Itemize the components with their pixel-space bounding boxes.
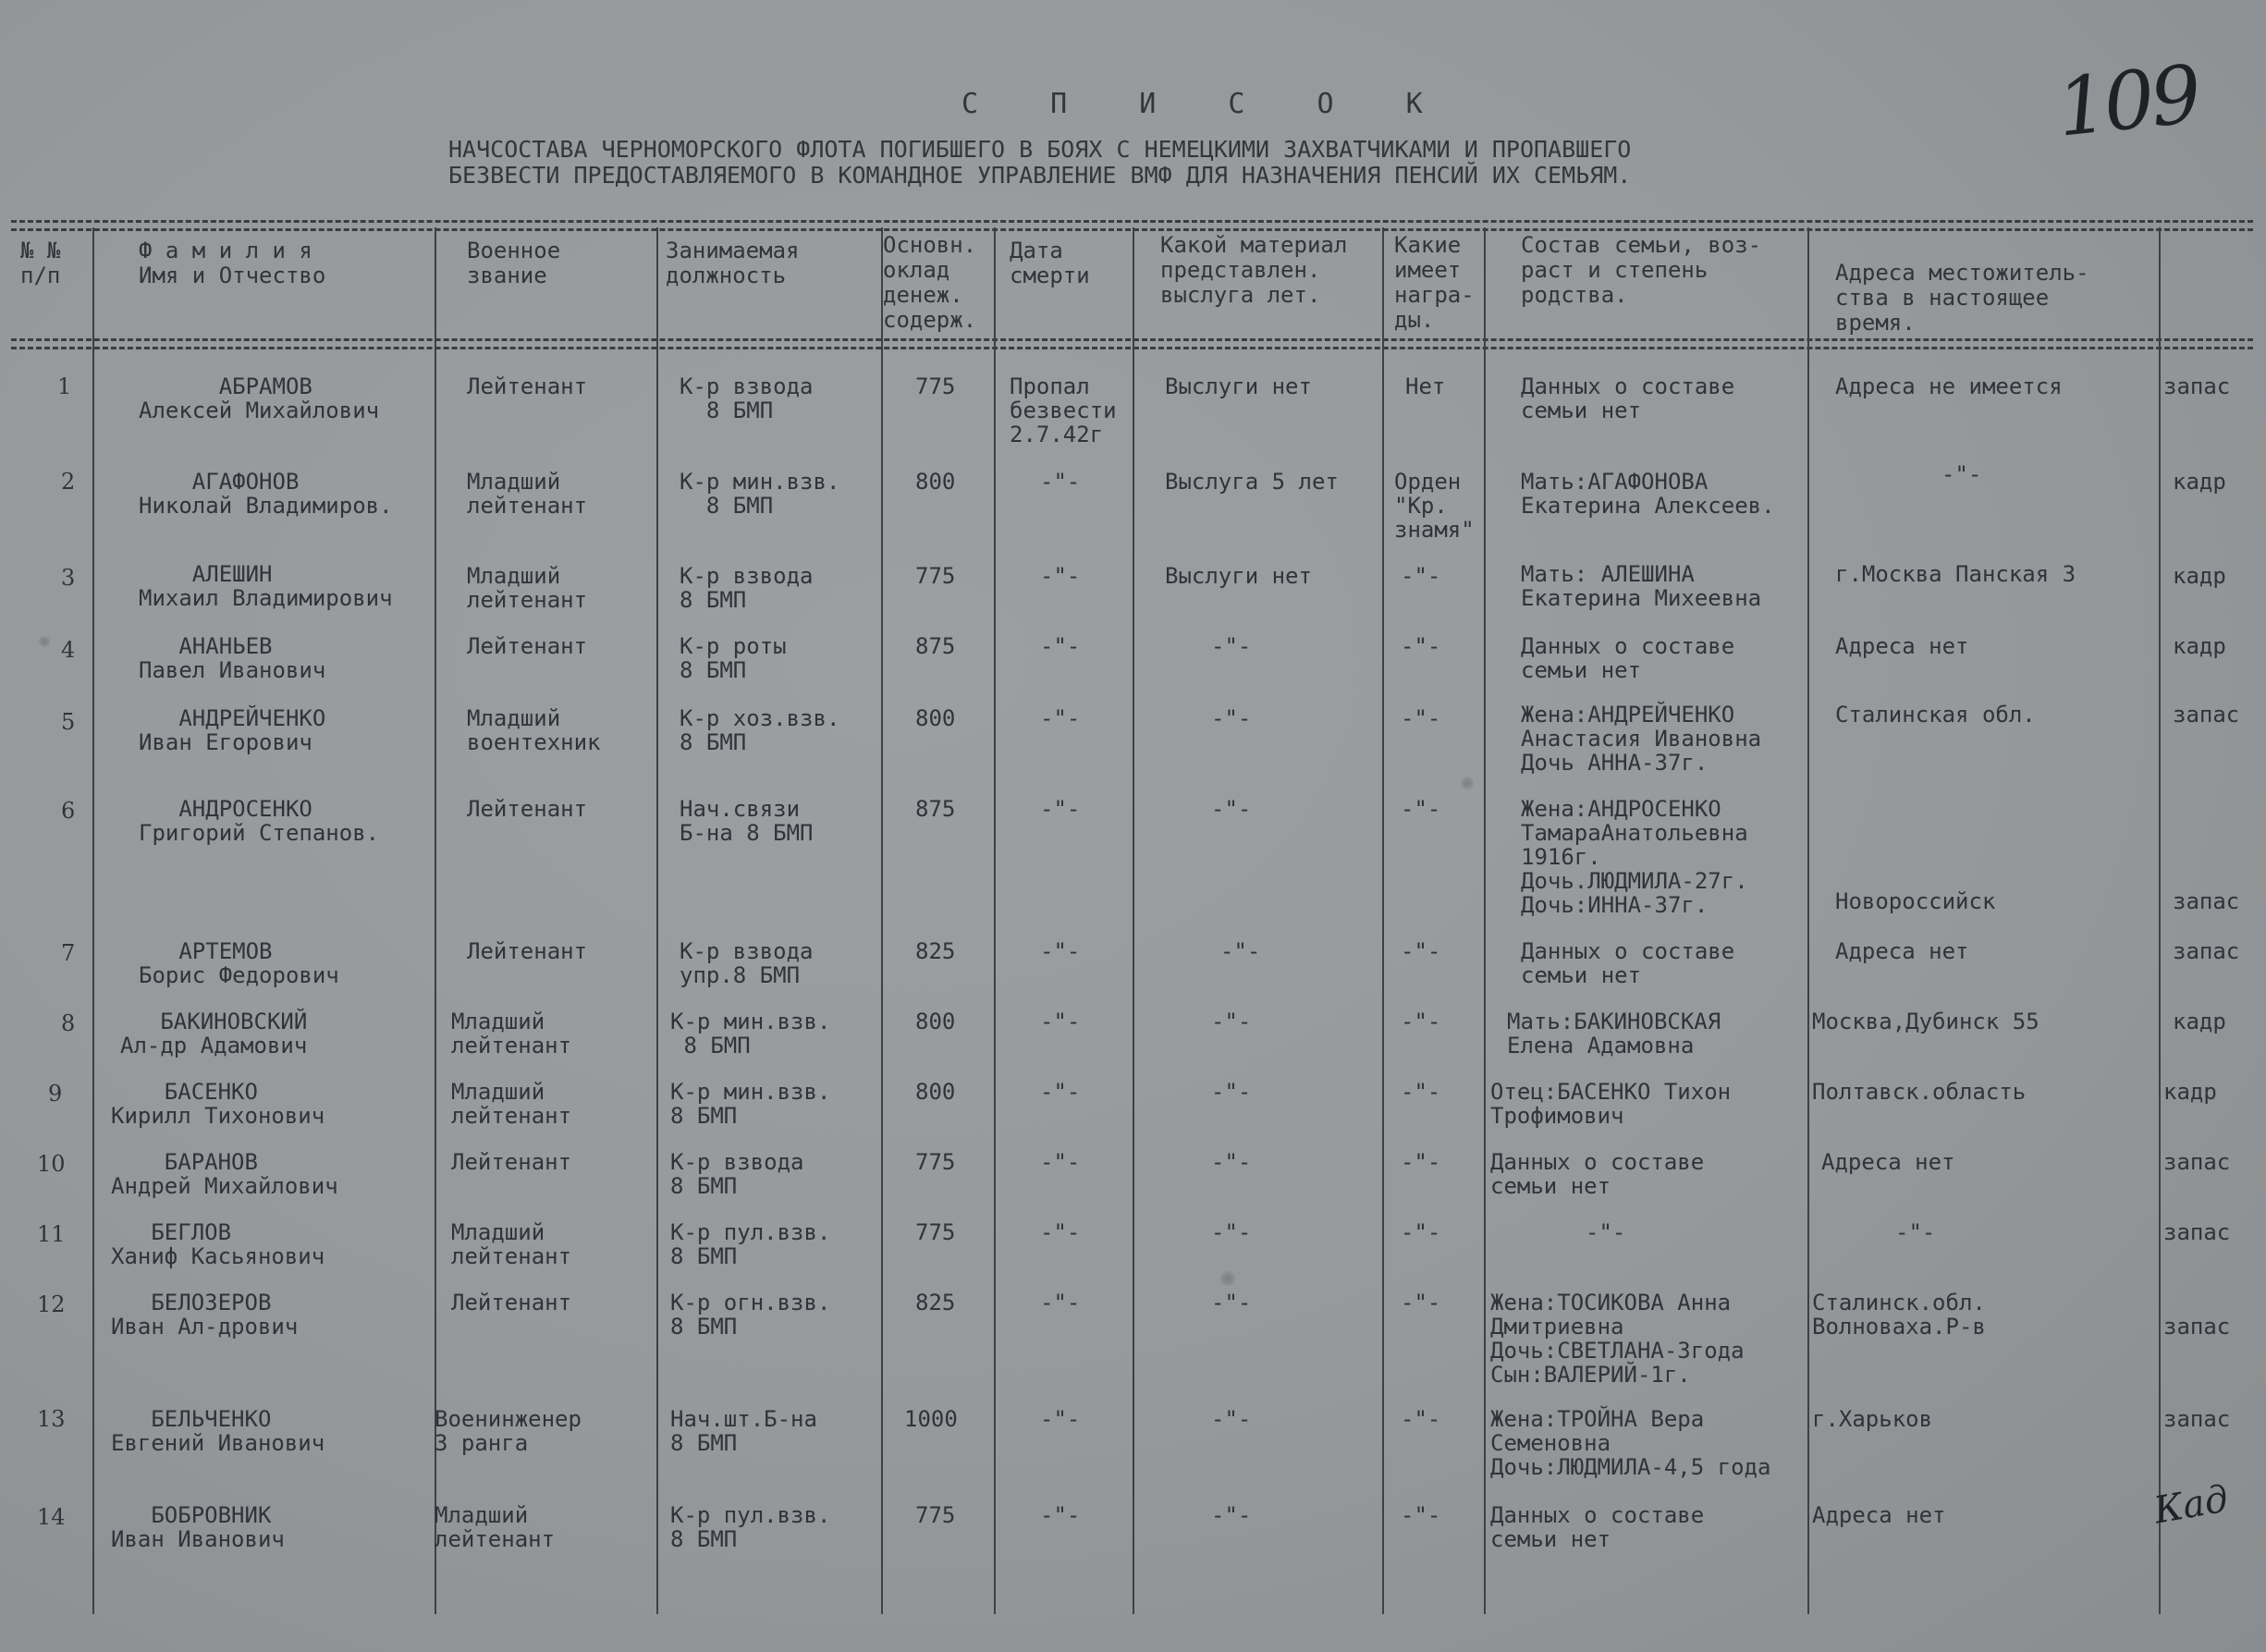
row-full-name: БЕЛОЗЕРОВ Иван Ал-дрович [111, 1290, 299, 1340]
row-service: -"- [1211, 1219, 1252, 1245]
row-position: К-р мин.взв. 8 БМП [670, 1079, 831, 1129]
header-position: Занимаемая должность [666, 238, 800, 288]
row-position: К-р взвода 8 БМП [680, 373, 814, 423]
row-death-date: -"- [1040, 705, 1081, 731]
row-status: кадр [2163, 1079, 2217, 1105]
row-service: -"- [1211, 1149, 1252, 1175]
row-death-date: -"- [1040, 563, 1081, 589]
row-full-name: АГАФОНОВ Николай Владимиров. [139, 469, 393, 519]
row-death-date: -"- [1040, 1290, 1081, 1315]
row-address: Москва,Дубинск 55 [1812, 1009, 2039, 1034]
row-salary: 1000 [904, 1406, 958, 1432]
row-death-date: -"- [1040, 938, 1081, 964]
row-status: запас [2173, 888, 2240, 914]
row-number: 9 [48, 1081, 63, 1107]
row-awards: -"- [1401, 1079, 1441, 1105]
row-address: г.Харьков [1812, 1406, 1933, 1432]
row-family: Мать:АГАФОНОВА Екатерина Алексеев. [1521, 469, 1775, 519]
row-salary: 775 [915, 373, 956, 399]
row-rank: Военинженер 3 ранга [435, 1406, 582, 1456]
row-awards: Орден "Кр. знамя" [1394, 469, 1475, 543]
row-status: кадр [2173, 563, 2226, 589]
row-rank: Лейтенант [451, 1290, 572, 1315]
row-address: Полтавск.область [1812, 1079, 2027, 1105]
row-position: К-р хоз.взв. 8 БМП [680, 705, 840, 755]
row-full-name: АРТЕМОВ Борис Федорович [139, 938, 339, 988]
row-position: К-р мин.взв. 8 БМП [670, 1009, 831, 1059]
row-rank: Лейтенант [467, 373, 588, 399]
handwritten-page-number: 109 [2052, 48, 2202, 155]
row-awards: -"- [1401, 1290, 1441, 1315]
row-family: Данных о составе семьи нет [1490, 1149, 1705, 1199]
row-salary: 800 [915, 469, 956, 495]
document-title: С П И С О К [962, 88, 1451, 120]
row-address: -"- [1895, 1219, 1936, 1245]
row-rank: Лейтенант [467, 633, 588, 659]
row-status: запас [2163, 373, 2231, 399]
row-family: Жена:ТРОЙНА Вера Семеновна Дочь:ЛЮДМИЛА-4,5 года [1490, 1406, 1771, 1480]
row-salary: 775 [915, 1219, 956, 1245]
row-awards: -"- [1401, 1406, 1441, 1432]
row-full-name: БАКИНОВСКИЙ Ал-др Адамович [120, 1009, 308, 1059]
row-position: К-р пул.взв. 8 БМП [670, 1502, 831, 1552]
row-address: Адреса нет [1835, 633, 1969, 659]
row-number: 13 [37, 1406, 66, 1432]
row-family: Мать:БАКИНОВСКАЯ Елена Адамовна [1507, 1009, 1721, 1059]
row-rank: Младший лейтенант [435, 1502, 556, 1552]
row-death-date: -"- [1040, 633, 1081, 659]
row-address: Адреса нет [1835, 938, 1969, 964]
row-death-date: -"- [1040, 1219, 1081, 1245]
row-full-name: БАСЕНКО Кирилл Тихонович [111, 1079, 325, 1129]
row-service: Выслуги нет [1165, 563, 1312, 589]
paper-speck [1461, 777, 1474, 789]
row-service: -"- [1211, 1502, 1252, 1528]
row-number: 6 [61, 798, 76, 824]
row-death-date: -"- [1040, 1406, 1081, 1432]
row-salary: 875 [915, 796, 956, 822]
row-address: Адреса не имеется [1835, 373, 2063, 399]
column-divider [92, 227, 94, 1614]
row-service: -"- [1211, 1406, 1252, 1432]
row-address: г.Москва Панская 3 [1835, 561, 2076, 587]
row-family: Данных о составе семьи нет [1521, 633, 1735, 683]
row-salary: 800 [915, 1079, 956, 1105]
row-service: -"- [1211, 1290, 1252, 1315]
row-awards: -"- [1401, 1149, 1441, 1175]
row-status: запас [2163, 1219, 2231, 1245]
row-salary: 775 [915, 563, 956, 589]
row-service: -"- [1220, 938, 1261, 964]
row-family: -"- [1586, 1219, 1626, 1245]
row-salary: 775 [915, 1149, 956, 1175]
document-subtitle: НАЧСОСТАВА ЧЕРНОМОРСКОГО ФЛОТА ПОГИБШЕГО В БОЯХ С НЕМЕЦКИМИ ЗАХВАТЧИКАМИ И ПРОПАВШЕГО БЕЗВЕСТИ ПРЕДОСТАВЛЯЕМОГО В КОМАНДНОЕ УПРАВЛЕНИЕ ВМФ ДЛЯ НАЗНАЧЕНИЯ ПЕНСИЙ ИХ СЕМЬЯМ. [448, 136, 1632, 189]
row-position: Нач.шт.Б-на 8 БМП [670, 1406, 817, 1456]
row-service: -"- [1211, 705, 1252, 731]
row-number: 14 [37, 1504, 66, 1530]
header-base-salary: Основн. оклад денеж. содерж. [883, 232, 977, 333]
header-row-number: № № п/п [20, 238, 61, 288]
row-rank: Лейтенант [467, 796, 588, 822]
row-family: Отец:БАСЕНКО Тихон Трофимович [1490, 1079, 1732, 1129]
row-position: К-р взвода упр.8 БМП [680, 938, 814, 988]
row-full-name: АБРАМОВ Алексей Михайлович [139, 373, 380, 423]
row-position: К-р взвода 8 БМП [680, 563, 814, 613]
row-number: 4 [61, 637, 76, 663]
row-death-date: -"- [1040, 1009, 1081, 1034]
row-full-name: АЛЕШИН Михаил Владимирович [139, 561, 393, 611]
row-status: запас [2173, 938, 2240, 964]
row-address: Новороссийск [1835, 888, 1996, 914]
row-death-date: Пропал безвести 2.7.42г [1010, 373, 1117, 447]
row-awards: -"- [1401, 633, 1441, 659]
row-service: -"- [1211, 1009, 1252, 1034]
row-number: 11 [37, 1221, 66, 1247]
row-service: -"- [1211, 796, 1252, 822]
header-family: Состав семьи, воз- раст и степень родства. [1521, 232, 1762, 308]
row-service: -"- [1211, 1079, 1252, 1105]
row-death-date: -"- [1040, 796, 1081, 822]
paper-speck [1220, 1271, 1235, 1286]
row-status: запас [2163, 1149, 2231, 1175]
header-full-name: Ф а м и л и я Имя и Отчество [139, 238, 326, 288]
row-rank: Лейтенант [451, 1149, 572, 1175]
row-rank: Младший лейтенант [451, 1219, 572, 1269]
row-position: К-р взвода 8 БМП [670, 1149, 804, 1199]
row-full-name: БЕЛЬЧЕНКО Евгений Иванович [111, 1406, 325, 1456]
row-full-name: БОБРОВНИК Иван Иванович [111, 1502, 285, 1552]
header-date-of-death: Дата смерти [1010, 238, 1090, 288]
row-status: кадр [2173, 633, 2226, 659]
row-death-date: -"- [1040, 469, 1081, 495]
row-status: кадр [2173, 469, 2226, 495]
row-full-name: БАРАНОВ Андрей Михайлович [111, 1149, 338, 1199]
row-service: Выслуги нет [1165, 373, 1312, 399]
row-rank: Младший лейтенант [467, 563, 588, 613]
row-full-name: АНДРЕЙЧЕНКО Иван Егорович [139, 705, 326, 755]
row-awards: -"- [1401, 796, 1441, 822]
column-divider [1484, 227, 1486, 1614]
row-death-date: -"- [1040, 1079, 1081, 1105]
row-rank: Младший лейтенант [467, 469, 588, 519]
row-number: 2 [61, 469, 76, 495]
row-awards: -"- [1401, 1009, 1441, 1034]
row-number: 8 [61, 1010, 76, 1036]
row-number: 1 [57, 373, 72, 399]
row-family: Данных о составе семьи нет [1521, 373, 1735, 423]
header-materials-service: Какой материал представлен. выслуга лет. [1160, 232, 1348, 308]
row-address: Адреса нет [1821, 1149, 1955, 1175]
row-address: -"- [1941, 461, 1982, 487]
row-address: Адреса нет [1812, 1502, 1946, 1528]
row-salary: 800 [915, 1009, 956, 1034]
row-salary: 825 [915, 938, 956, 964]
row-service: -"- [1211, 633, 1252, 659]
row-number: 12 [37, 1291, 66, 1317]
row-service: Выслуга 5 лет [1165, 469, 1339, 495]
row-family: Жена:ТОСИКОВА Анна Дмитриевна Дочь:СВЕТЛАНА-3года Сын:ВАЛЕРИЙ-1г. [1490, 1290, 1745, 1388]
row-status: кадр [2173, 1009, 2226, 1034]
row-address: Сталинская обл. [1835, 702, 2036, 728]
column-divider [881, 227, 883, 1614]
column-divider [1382, 227, 1384, 1614]
row-rank: Младший воентехник [467, 705, 601, 755]
row-salary: 800 [915, 705, 956, 731]
row-number: 10 [37, 1151, 66, 1177]
row-number: 7 [61, 940, 76, 966]
row-awards: -"- [1401, 705, 1441, 731]
row-position: К-р роты 8 БМП [680, 633, 787, 683]
column-divider [2159, 227, 2161, 1614]
row-number: 5 [61, 709, 76, 735]
row-salary: 775 [915, 1502, 956, 1528]
column-divider [1807, 227, 1809, 1614]
header-address: Адреса местожитель- ства в настоящее время. [1835, 260, 2089, 336]
row-awards: -"- [1401, 563, 1441, 589]
handwritten-signature: Кад [2150, 1477, 2232, 1533]
row-death-date: -"- [1040, 1502, 1081, 1528]
row-family: Мать: АЛЕШИНА Екатерина Михеевна [1521, 561, 1762, 611]
row-full-name: АНДРОСЕНКО Григорий Степанов. [139, 796, 380, 846]
row-salary: 875 [915, 633, 956, 659]
row-rank: Лейтенант [467, 938, 588, 964]
row-family: Жена:АНДРЕЙЧЕНКО Анастасия Ивановна Дочь АННА-37г. [1521, 702, 1762, 776]
row-rank: Младший лейтенант [451, 1079, 572, 1129]
row-number: 3 [61, 565, 76, 591]
row-awards: -"- [1401, 1502, 1441, 1528]
row-salary: 825 [915, 1290, 956, 1315]
row-full-name: АНАНЬЕВ Павел Иванович [139, 633, 326, 683]
row-position: К-р огн.взв. 8 БМП [670, 1290, 831, 1340]
row-position: К-р пул.взв. 8 БМП [670, 1219, 831, 1269]
column-divider [656, 227, 658, 1614]
row-status: запас [2173, 702, 2240, 728]
row-status: запас [2163, 1314, 2231, 1340]
header-awards: Какие имеет награ- ды. [1394, 232, 1475, 333]
row-awards: -"- [1401, 1219, 1441, 1245]
column-divider [1133, 227, 1134, 1614]
header-military-rank: Военное звание [467, 238, 561, 288]
row-address: Сталинск.обл. Волноваха.Р-в [1812, 1290, 1986, 1340]
row-family: Данных о составе семьи нет [1521, 938, 1735, 988]
row-full-name: БЕГЛОВ Ханиф Касьянович [111, 1219, 325, 1269]
row-rank: Младший лейтенант [451, 1009, 572, 1059]
row-awards: Нет [1405, 373, 1446, 399]
paper-speck [39, 636, 50, 647]
row-family: Жена:АНДРОСЕНКО ТамараАнатольевна 1916г. Дочь.ЛЮДМИЛА-27г. Дочь:ИННА-37г. [1521, 796, 1748, 918]
row-family: Данных о составе семьи нет [1490, 1502, 1705, 1552]
row-awards: -"- [1401, 938, 1441, 964]
row-position: Нач.связи Б-на 8 БМП [680, 796, 814, 846]
row-status: запас [2163, 1406, 2231, 1432]
row-position: К-р мин.взв. 8 БМП [680, 469, 840, 519]
row-death-date: -"- [1040, 1149, 1081, 1175]
column-divider [994, 227, 996, 1614]
